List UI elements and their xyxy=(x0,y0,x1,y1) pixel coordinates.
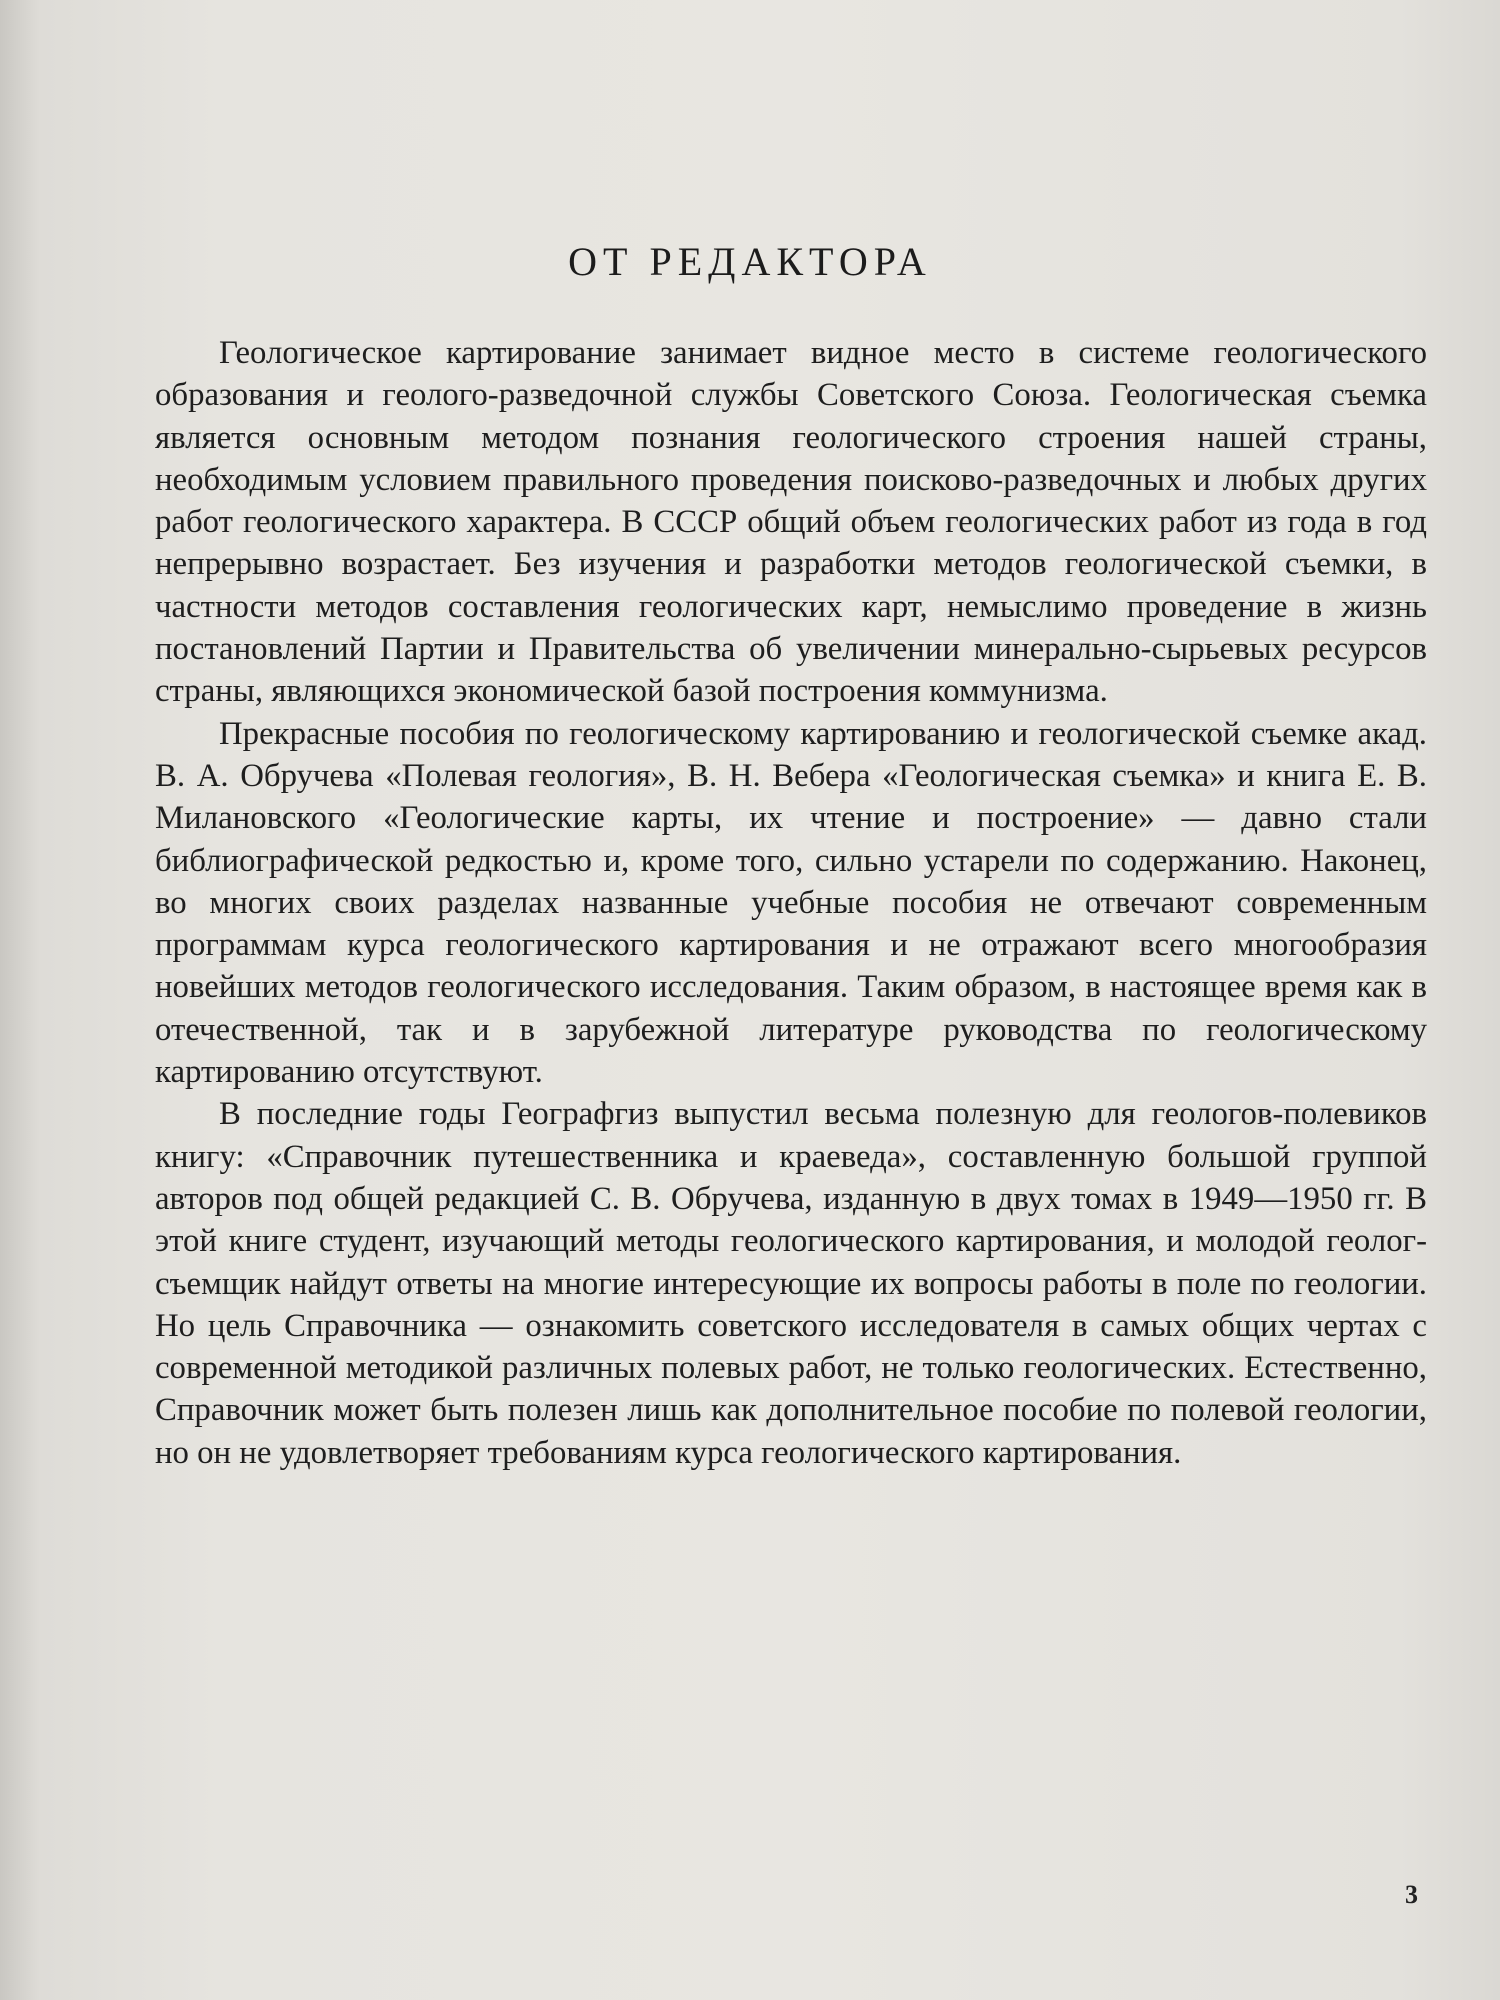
paragraph: Прекрасные пособия по геологическому картированию и геологической съемке акад. В. А. Обручева «Полевая геология», В. Н. Вебера «Геологическая съемка» и книга Е. В. Милановского «Геологические карты, их чтение и построение» — давно стали библиографической редкостью и, кроме того, сильно устарели по содержанию. Наконец, во многих своих разделах названные учебные пособия не отвечают современным программам курса геологического картирования и не отражают всего многообразия новейших методов геологического исследования. Таким образом, в настоящее время как в отечественной, так и в зарубежной литературе руководства по геологическому картированию отсутствуют. xyxy=(155,715,1427,1091)
paragraph: В последние годы Географгиз выпустил весьма полезную для геологов-полевиков книгу: «Справочник путешественника и краеведа», составленную большой группой авторов под общей редакцией С. В. Обручева, изданную в двух томах в 1949—1950 гг. В этой книге студент, изучающий методы геологического картирования, и молодой геолог-съемщик найдут ответы на многие интересующие их вопросы работы в поле по геологии. Но цель Справочника — ознакомить советского исследователя в самых общих чертах с современной методикой различных полевых работ, не только геологических. Естественно, Справочник может быть полезен лишь как дополнительное пособие по полевой геологии, но он не удовлетворяет требованиям курса геологического картирования. xyxy=(155,1096,1427,1471)
body-text xyxy=(155,332,1427,1474)
paragraph: Геологическое картирование занимает видное место в системе геологического образования и геолого-разведочной службы Советского Союза. Геологическая съемка является основным методом познания геологического строения нашей страны, необходимым условием правильного проведения поисково-разведочных и любых других работ геологического характера. В СССР общий объем геологических работ из года в год непрерывно возрастает. Без изучения и разработки методов геологической съемки, в частности методов составления геологических карт, немыслимо проведение в жизнь постановлений Партии и Правительства об увеличении минерально-сырьевых ресурсов страны, являющихся экономической базой построения коммунизма. xyxy=(155,335,1427,710)
page-number: 3 xyxy=(1405,1880,1418,1909)
page-title: ОТ РЕДАКТОРА xyxy=(568,239,932,284)
